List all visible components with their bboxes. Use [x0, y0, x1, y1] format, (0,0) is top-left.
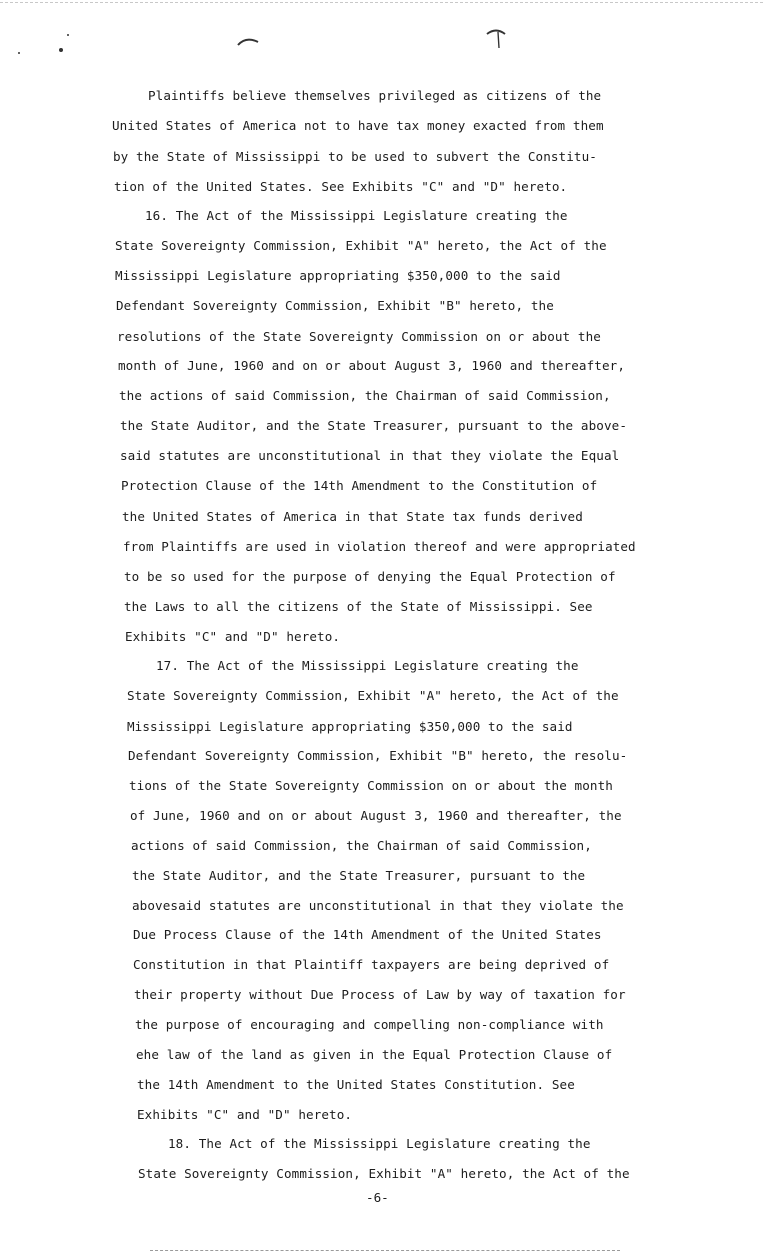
body-line: State Sovereignty Commission, Exhibit "A" hereto, the Act of the: [138, 1166, 630, 1181]
body-line: Protection Clause of the 14th Amendment to the Constitution of: [121, 478, 598, 493]
paragraph-18-start: 18. The Act of the Mississippi Legislature creating the: [168, 1136, 591, 1151]
body-line: United States of America not to have tax money exacted from them: [112, 118, 604, 133]
punch-hole-mark: [484, 26, 510, 50]
body-line: actions of said Commission, the Chairman of said Commission,: [131, 838, 592, 853]
body-line: State Sovereignty Commission, Exhibit "A" hereto, the Act of the: [115, 238, 607, 253]
scan-speck: [59, 48, 63, 52]
body-line: Due Process Clause of the 14th Amendment of the United States: [133, 927, 602, 942]
body-line: the Laws to all the citizens of the State of Mississippi. See: [124, 599, 593, 614]
body-line: Defendant Sovereignty Commission, Exhibit "B" hereto, the resolu-: [128, 748, 628, 763]
body-line: Exhibits "C" and "D" hereto.: [125, 629, 341, 644]
body-line: the State Auditor, and the State Treasurer, pursuant to the: [132, 868, 586, 883]
body-line: resolutions of the State Sovereignty Commission on or about the: [117, 329, 601, 344]
paragraph-16-start: 16. The Act of the Mississippi Legislature creating the: [145, 208, 568, 223]
body-line: abovesaid statutes are unconstitutional in that they violate the: [132, 898, 624, 913]
body-line: the actions of said Commission, the Chairman of said Commission,: [119, 388, 611, 403]
body-line: to be so used for the purpose of denying the Equal Protection of: [124, 569, 616, 584]
scan-speck: [18, 52, 20, 54]
body-line: the purpose of encouraging and compelling non-compliance with: [135, 1017, 604, 1032]
body-line: Plaintiffs believe themselves privileged as citizens of the: [148, 88, 602, 103]
punch-hole-mark: [236, 34, 262, 48]
body-line: the 14th Amendment to the United States Constitution. See: [137, 1077, 575, 1092]
body-line: Exhibits "C" and "D" hereto.: [137, 1107, 353, 1122]
scan-bottom-edge: [150, 1250, 620, 1251]
body-line: tion of the United States. See Exhibits "C" and "D" hereto.: [114, 179, 568, 194]
body-line: Mississippi Legislature appropriating $350,000 to the said: [127, 719, 573, 734]
body-line: the State Auditor, and the State Treasurer, pursuant to the above-: [120, 418, 628, 433]
body-line: said statutes are unconstitutional in that they violate the Equal: [120, 448, 620, 463]
body-line: their property without Due Process of Law by way of taxation for: [134, 987, 626, 1002]
body-line: month of June, 1960 and on or about August 3, 1960 and thereafter,: [118, 358, 626, 373]
body-line: of June, 1960 and on or about August 3, 1960 and thereafter, the: [130, 808, 622, 823]
body-line: State Sovereignty Commission, Exhibit "A" hereto, the Act of the: [127, 688, 619, 703]
body-line: Constitution in that Plaintiff taxpayers are being deprived of: [133, 957, 610, 972]
body-line: the United States of America in that State tax funds derived: [122, 509, 583, 524]
body-line: ehe law of the land as given in the Equal Protection Clause of: [136, 1047, 613, 1062]
paragraph-17-start: 17. The Act of the Mississippi Legislature creating the: [156, 658, 579, 673]
page-number: -6-: [366, 1190, 389, 1205]
body-line: tions of the State Sovereignty Commission on or about the month: [129, 778, 613, 793]
scan-top-edge: [0, 2, 763, 3]
body-line: from Plaintiffs are used in violation thereof and were appropriated: [123, 539, 636, 554]
scan-speck: [67, 34, 69, 36]
body-line: Mississippi Legislature appropriating $350,000 to the said: [115, 268, 561, 283]
body-line: by the State of Mississippi to be used to subvert the Constitu-: [113, 149, 597, 164]
body-line: Defendant Sovereignty Commission, Exhibit "B" hereto, the: [116, 298, 554, 313]
